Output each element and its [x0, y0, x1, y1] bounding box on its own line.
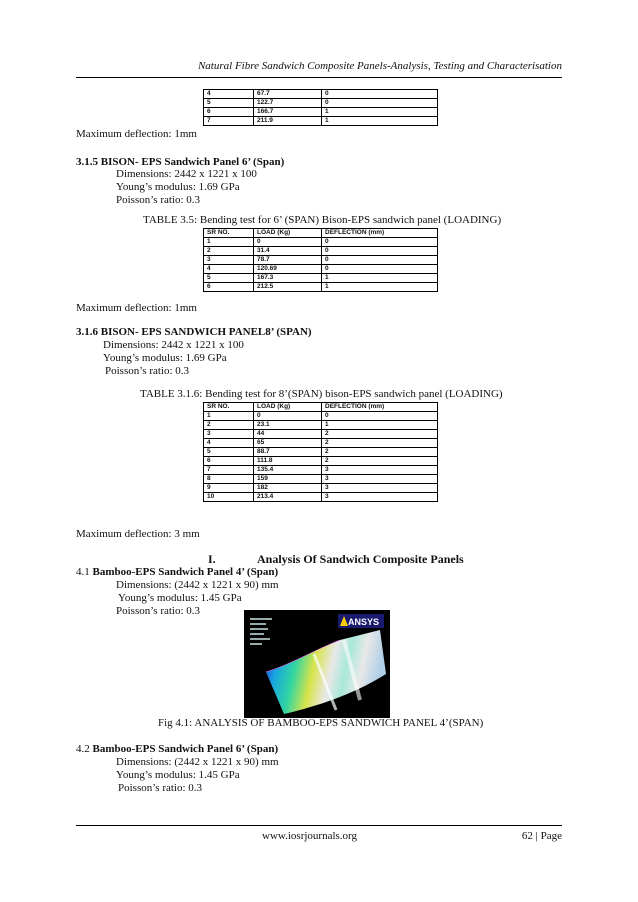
youngs-modulus-text: Young’s modulus: 1.69 GPa [103, 352, 227, 364]
table-cell: 1 [322, 283, 438, 292]
table-row [204, 274, 438, 283]
running-header: Natural Fibre Sandwich Composite Panels-Analysis, Testing and Characterisation [197, 60, 562, 72]
poisson-ratio-text: Poisson’s ratio: 0.3 [116, 194, 201, 206]
section-heading-3-1-5: 3.1.5 BISON- EPS Sandwich Panel 6’ (Span) [76, 156, 285, 168]
table-cell: 3 [322, 484, 438, 493]
table-cell: 0 [322, 238, 438, 247]
dimensions-text: Dimensions: (2442 x 1221 x 90) mm [116, 579, 279, 591]
max-deflection-text: Maximum deflection: 3 mm [76, 528, 200, 540]
subsection-number: 4.1 [76, 566, 90, 578]
table-cell: 135.4 [254, 466, 322, 475]
table-cell: 167.3 [254, 274, 322, 283]
max-deflection-text: Maximum deflection: 1mm [76, 128, 197, 140]
table-cell: 23.1 [254, 421, 322, 430]
table-3-5 [203, 228, 438, 292]
table-cell: 3 [204, 430, 254, 439]
table-cell: 122.7 [254, 99, 322, 108]
table-cell: 7 [204, 117, 254, 126]
table-cell: 0 [322, 99, 438, 108]
section-title: Analysis Of Sandwich Composite Panels [257, 552, 464, 566]
column-header-sr-no: SR NO. [204, 403, 254, 412]
column-header-sr-no: SR NO. [204, 229, 254, 238]
table-3-5-body [204, 238, 438, 292]
table-row [204, 466, 438, 475]
max-deflection-text: Maximum deflection: 1mm [76, 302, 197, 314]
table-cell: 0 [322, 412, 438, 421]
table-caption-3-5: TABLE 3.5: Bending test for 6’ (SPAN) Bison-EPS sandwich panel (LOADING) [143, 214, 502, 226]
ansys-analysis-figure [244, 610, 390, 718]
table-cell: 1 [322, 117, 438, 126]
table-cell: 182 [254, 484, 322, 493]
table-row [204, 256, 438, 265]
ansys-contour-plot [244, 610, 390, 718]
table-row [204, 421, 438, 430]
table-row [204, 238, 438, 247]
dimensions-text: Dimensions: (2442 x 1221 x 90) mm [116, 756, 279, 768]
table-cell: 5 [204, 274, 254, 283]
table-cell: 7 [204, 466, 254, 475]
table-cell: 2 [204, 247, 254, 256]
table-row [204, 108, 438, 117]
table-cell: 212.5 [254, 283, 322, 292]
table-cell: 4 [204, 90, 254, 99]
table-cell: 1 [322, 274, 438, 283]
table-cell: 111.8 [254, 457, 322, 466]
table-cell: 65 [254, 439, 322, 448]
table-header-row [204, 229, 438, 238]
table-cell: 5 [204, 99, 254, 108]
table-cell: 2 [322, 430, 438, 439]
table-row [204, 493, 438, 502]
table-cell: 166.7 [254, 108, 322, 117]
poisson-ratio-text: Poisson’s ratio: 0.3 [105, 365, 190, 377]
legend-text-block [250, 618, 272, 645]
subsection-title: Bamboo-EPS Sandwich Panel 6’ (Span) [92, 743, 279, 755]
youngs-modulus-text: Young’s modulus: 1.45 GPa [118, 592, 242, 604]
table-cell: 159 [254, 475, 322, 484]
dimensions-text: Dimensions: 2442 x 1221 x 100 [116, 168, 257, 180]
table-row [204, 265, 438, 274]
footer-rule [76, 825, 562, 826]
figure-caption: Fig 4.1: ANALYSIS OF BAMBOO-EPS SANDWICH PANEL 4’(SPAN) [158, 717, 484, 729]
table-cell: 1 [322, 108, 438, 117]
section-numeral: I. [208, 552, 216, 566]
ansys-logo [338, 614, 384, 628]
table-cell: 1 [204, 238, 254, 247]
table-cell: 9 [204, 484, 254, 493]
table-row [204, 439, 438, 448]
table-cell: 1 [322, 421, 438, 430]
table-cell: 211.9 [254, 117, 322, 126]
table-cell: 5 [204, 448, 254, 457]
continued-table-body [204, 90, 438, 126]
table-3-1-6 [203, 402, 438, 502]
table-header-row [204, 403, 438, 412]
table-cell: 6 [204, 457, 254, 466]
youngs-modulus-text: Young’s modulus: 1.45 GPa [116, 769, 240, 781]
table-row [204, 448, 438, 457]
section-heading-3-1-6: 3.1.6 BISON- EPS SANDWICH PANEL8’ (SPAN) [76, 326, 312, 338]
column-header-load: LOAD (Kg) [254, 403, 322, 412]
subsection-heading-4-1 [76, 566, 278, 578]
table-cell: 0 [254, 238, 322, 247]
table-row [204, 90, 438, 99]
column-header-deflection: DEFLECTION (mm) [322, 403, 438, 412]
poisson-ratio-text: Poisson’s ratio: 0.3 [118, 782, 203, 794]
table-cell: 120.69 [254, 265, 322, 274]
table-cell: 2 [322, 457, 438, 466]
table-cell: 67.7 [254, 90, 322, 99]
table-row [204, 412, 438, 421]
table-3-1-6-body [204, 412, 438, 502]
table-cell: 0 [322, 90, 438, 99]
table-row [204, 475, 438, 484]
table-cell: 2 [322, 448, 438, 457]
table-cell: 4 [204, 265, 254, 274]
table-row [204, 247, 438, 256]
subsection-heading-4-2 [76, 743, 278, 755]
table-cell: 4 [204, 439, 254, 448]
table-row [204, 484, 438, 493]
footer-page-number: 62 | Page [521, 830, 562, 842]
subsection-number: 4.2 [76, 743, 90, 755]
table-row [204, 430, 438, 439]
table-cell: 213.4 [254, 493, 322, 502]
table-row [204, 283, 438, 292]
dimensions-text: Dimensions: 2442 x 1221 x 100 [103, 339, 244, 351]
header-rule [76, 77, 562, 78]
ansys-logo-text: ANSYS [348, 617, 380, 627]
table-cell: 0 [254, 412, 322, 421]
table-cell: 8 [204, 475, 254, 484]
column-header-deflection: DEFLECTION (mm) [322, 229, 438, 238]
table-cell: 3 [322, 475, 438, 484]
poisson-ratio-text: Poisson’s ratio: 0.3 [116, 605, 201, 617]
footer-website: www.iosrjournals.org [262, 830, 358, 842]
table-cell: 0 [322, 247, 438, 256]
continued-table [203, 89, 438, 126]
table-cell: 6 [204, 283, 254, 292]
table-cell: 10 [204, 493, 254, 502]
column-header-load: LOAD (Kg) [254, 229, 322, 238]
subsection-title: Bamboo-EPS Sandwich Panel 4’ (Span) [92, 566, 279, 578]
table-cell: 3 [204, 256, 254, 265]
table-caption-3-1-6: TABLE 3.1.6: Bending test for 8’(SPAN) bison-EPS sandwich panel (LOADING) [140, 388, 503, 400]
table-row [204, 117, 438, 126]
table-cell: 2 [204, 421, 254, 430]
table-cell: 6 [204, 108, 254, 117]
table-cell: 3 [322, 493, 438, 502]
youngs-modulus-text: Young’s modulus: 1.69 GPa [116, 181, 240, 193]
table-cell: 3 [322, 466, 438, 475]
table-cell: 78.7 [254, 256, 322, 265]
table-cell: 2 [322, 439, 438, 448]
table-cell: 0 [322, 265, 438, 274]
table-cell: 1 [204, 412, 254, 421]
table-cell: 44 [254, 430, 322, 439]
table-cell: 88.7 [254, 448, 322, 457]
table-cell: 31.4 [254, 247, 322, 256]
deformed-panel-shape [266, 630, 386, 714]
table-cell: 0 [322, 256, 438, 265]
table-row [204, 99, 438, 108]
table-row [204, 457, 438, 466]
